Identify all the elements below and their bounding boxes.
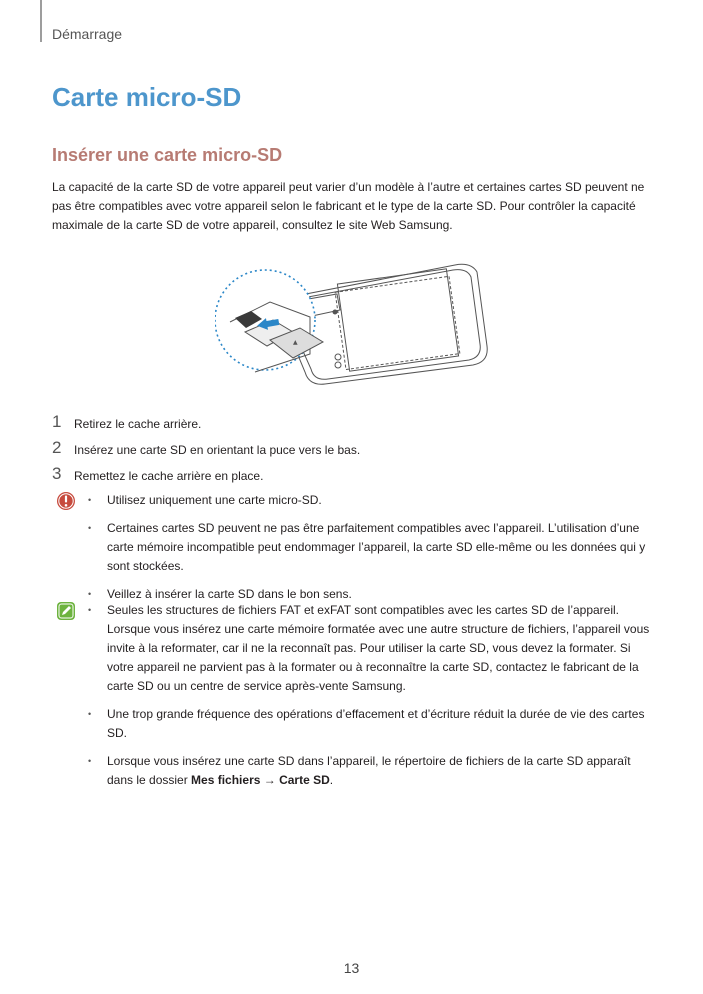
- caution-list: [107, 491, 652, 613]
- list-item: • Utilisez uniquement une carte micro-SD.: [107, 491, 652, 510]
- list-item: • Une trop grande fréquence des opérations d’effacement et d’écriture réduit la durée de vie des cartes SD.: [107, 705, 652, 743]
- warning-icon: [56, 491, 76, 511]
- tips-list: [107, 601, 652, 799]
- intro-paragraph: La capacité de la carte SD de votre appareil peut varier d’un modèle à l’autre et certaines cartes SD peuvent ne pas être compatibles avec votre appareil selon le fabricant et le type de la carte SD. Pour contrôler la capacité maximale de la carte SD de votre appareil, consultez le site Web Samsung.: [52, 180, 645, 232]
- section-subtitle: Insérer une carte micro-SD: [52, 145, 283, 165]
- folder-sd-card: Carte SD: [279, 773, 330, 787]
- tip-text: Lorsque vous insérez une carte SD dans l’appareil, le répertoire de fichiers de la carte SD apparaît dans le dossier: [107, 754, 631, 787]
- step-item: [52, 438, 652, 464]
- list-item: • Certaines cartes SD peuvent ne pas être parfaitement compatibles avec l’appareil. L’utilisation d’une carte mémoire incompatible peut endommager l’appareil, la carte SD elle-même ou les données qui y sont stockées.: [107, 519, 652, 576]
- list-item: [107, 752, 652, 790]
- steps-list: [52, 412, 652, 490]
- svg-text:▲: ▲: [293, 339, 298, 346]
- step-item: [52, 464, 652, 490]
- step-text: Insérez une carte SD en orientant la puce vers le bas.: [74, 443, 361, 457]
- step-text: Retirez le cache arrière.: [74, 417, 202, 431]
- sd-card-insertion-illustration: [215, 262, 495, 387]
- step-text: Remettez le cache arrière en place.: [74, 469, 264, 483]
- step-number: 1: [52, 412, 62, 431]
- step-item: [52, 412, 652, 438]
- folder-my-files: Mes fichiers: [191, 773, 261, 787]
- page-number: 13: [343, 960, 360, 976]
- list-item: • Seules les structures de fichiers FAT et exFAT sont compatibles avec les cartes SD de l’appareil. Lorsque vous insérez une carte mémoire formatée avec une autre structure de fichiers, l’appareil vous invite à la reformater, car il ne la reconnaît pas. Pour utiliser la carte SD, vous devez la formater. Si votre appareil ne parvient pas à la formater ou à reconnaître la carte SD, contactez le fabricant de la carte SD ou un centre de service après-vente Samsung.: [107, 601, 652, 696]
- tip-suffix: .: [329, 773, 334, 787]
- step-number: 3: [52, 464, 62, 483]
- pencil-note-icon: [56, 601, 76, 621]
- page-title: Carte micro-SD: [52, 82, 242, 112]
- list-item: • Veillez à insérer la carte SD dans le bon sens.: [107, 585, 652, 604]
- step-number: 2: [52, 438, 62, 457]
- path-arrow: →: [260, 773, 280, 787]
- section-header: Démarrage: [52, 26, 123, 42]
- header-rule: [40, 0, 42, 42]
